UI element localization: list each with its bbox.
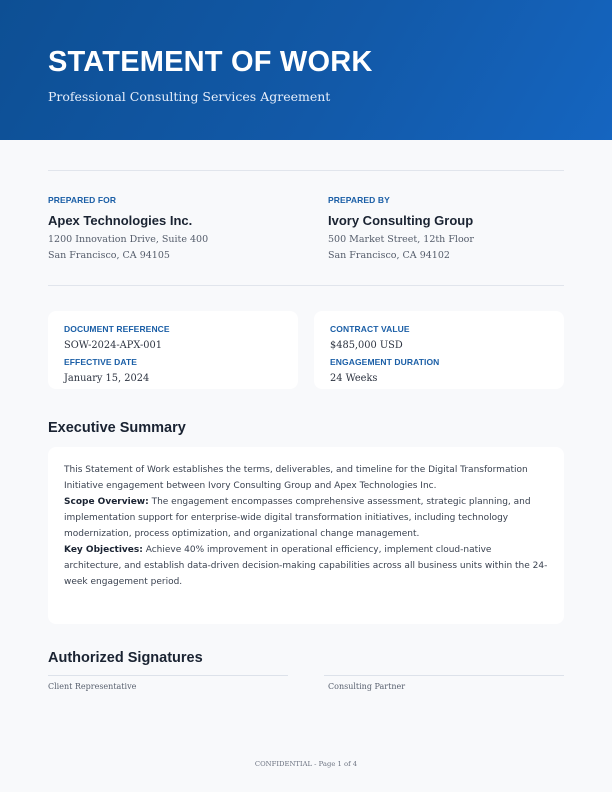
- top-divider: [48, 170, 564, 171]
- scope-text: The engagement encompasses comprehensive assessment, strategic planning, and implementation support for enterprise-wide digital transformation initiatives, including technology modernization, process optimization, and organizational change management.: [64, 497, 531, 539]
- client-signature-line: [48, 675, 288, 676]
- duration-value: 24 Weeks: [330, 373, 378, 384]
- partner-signature-line: [324, 675, 564, 676]
- contract-value: $485,000 USD: [330, 340, 403, 351]
- prepared-for-label: PREPARED FOR: [48, 195, 117, 205]
- contract-details-card: [314, 311, 564, 389]
- objectives-label: Key Objectives:: [64, 545, 143, 555]
- client-address-line1: 1200 Innovation Drive, Suite 400: [48, 234, 209, 245]
- doc-ref-value: SOW-2024-APX-001: [64, 340, 162, 351]
- contract-value-label: CONTRACT VALUE: [330, 324, 410, 334]
- partner-signature-label: Consulting Partner: [328, 682, 406, 691]
- executive-summary-card: [48, 447, 564, 624]
- executive-summary-body: [64, 462, 550, 590]
- consultant-address-line2: San Francisco, CA 94102: [328, 250, 450, 261]
- prepared-by-block: [328, 195, 578, 264]
- middle-divider: [48, 285, 564, 286]
- objectives-text: Achieve 40% improvement in operational efficiency, implement cloud-native architecture, and establish data-driven decision-making capabilities across all business units within the 24-week engagement period.: [64, 545, 548, 587]
- consultant-name: Ivory Consulting Group: [328, 213, 474, 228]
- scope-label: Scope Overview:: [64, 497, 149, 507]
- doc-ref-label: DOCUMENT REFERENCE: [64, 324, 170, 334]
- client-name: Apex Technologies Inc.: [48, 213, 193, 228]
- scope-overview: [64, 494, 550, 542]
- page-footer: CONFIDENTIAL - Page 1 of 4: [254, 760, 358, 768]
- effective-date-label: EFFECTIVE DATE: [64, 357, 138, 367]
- prepared-by-label: PREPARED BY: [328, 195, 390, 205]
- key-objectives: [64, 542, 550, 590]
- document-header: [0, 0, 612, 140]
- executive-summary-heading: Executive Summary: [48, 420, 186, 436]
- summary-intro: This Statement of Work establishes the terms, deliverables, and timeline for the Digital Transformation Initiative engagement between Ivory Consulting Group and Apex Technologies Inc.: [64, 465, 528, 491]
- document-subtitle: Professional Consulting Services Agreement: [48, 89, 331, 104]
- signatures-heading: Authorized Signatures: [48, 650, 203, 666]
- consultant-address-line1: 500 Market Street, 12th Floor: [328, 234, 474, 245]
- document-details-card: [48, 311, 298, 389]
- effective-date-value: January 15, 2024: [64, 373, 150, 384]
- document-title: STATEMENT OF WORK: [48, 46, 373, 78]
- prepared-for-block: [48, 195, 298, 264]
- client-address-line2: San Francisco, CA 94105: [48, 250, 170, 261]
- client-signature-label: Client Representative: [48, 682, 137, 691]
- duration-label: ENGAGEMENT DURATION: [330, 357, 440, 367]
